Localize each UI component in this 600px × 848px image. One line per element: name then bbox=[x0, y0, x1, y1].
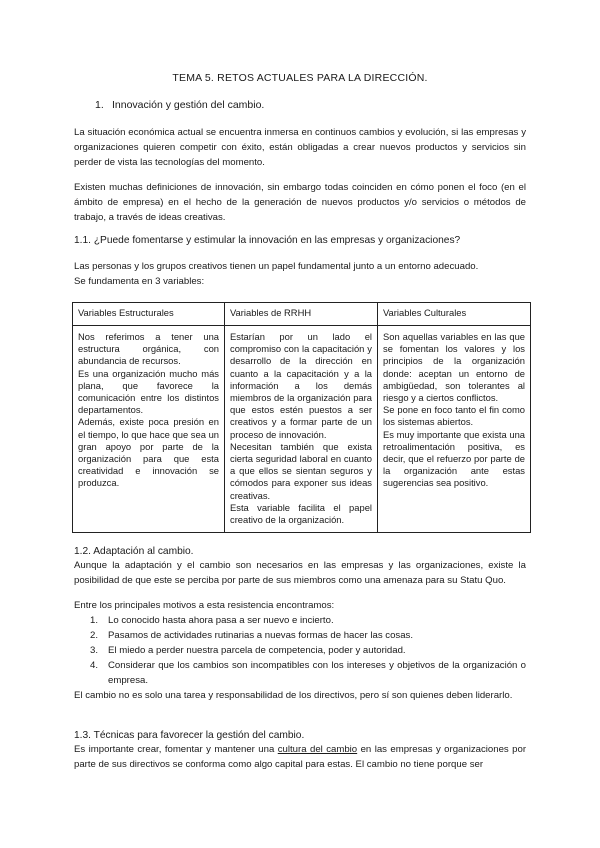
paragraph-creative-groups-line1: Las personas y los grupos creativos tienen un papel fundamental junto a un entorno adecuado. bbox=[74, 261, 479, 272]
paragraph-innovation-definition: Existen muchas definiciones de innovación, sin embargo todas coinciden en cómo ponen el foco (en el ámbito de empresa) en el hecho de la generación de nuevos productos y/o servicios o métodos de trabajo, a través de ideas creativas. bbox=[74, 182, 526, 223]
cell-cultural bbox=[378, 326, 531, 533]
cell-text: Se pone en foco tanto el fin como los sistemas abiertos. bbox=[383, 404, 525, 428]
cell-structural bbox=[73, 326, 225, 533]
paragraph-text: en las empresas y organizaciones por parte de sus directivos se conforma como algo capital para estas. El cambio no tiene porque ser bbox=[74, 744, 527, 770]
page-title: TEMA 5. RETOS ACTUALES PARA LA DIRECCIÓN. bbox=[172, 72, 428, 84]
cell-text: Es una organización mucho más plana, que favorece la comunicación entre los distintos departamentos. bbox=[78, 367, 219, 416]
list-item-text: El miedo a perder nuestra parcela de competencia, poder y autoridad. bbox=[108, 645, 406, 656]
cell-text: Es muy importante que exista una retroalimentación positiva, es decir, que el refuerzo por parte de la organización ante estas sugerencias sea positivo. bbox=[383, 428, 525, 489]
list-item bbox=[74, 643, 526, 658]
list-item-number: 2. bbox=[90, 630, 99, 641]
list-item bbox=[74, 628, 526, 643]
header-structural: Variables Estructurales bbox=[73, 303, 225, 326]
list-item-number: 3. bbox=[90, 645, 99, 656]
list-item-number: 4. bbox=[90, 660, 99, 671]
cell-text: Además, existe poca presión en el tiempo, lo que hace que sea un gran apoyo por parte de la organización para que esta creatividad e innovación se produzca. bbox=[78, 416, 219, 489]
list-item-text: Considerar que los cambios son incompatibles con los intereses y objetivos de la organización o empresa. bbox=[108, 660, 526, 686]
underlined-term: cultura del cambio bbox=[277, 744, 358, 755]
resistance-reasons-list bbox=[74, 613, 526, 688]
cell-text: Esta variable facilita el papel creativo de la organización. bbox=[230, 501, 372, 526]
cell-text: Necesitan también que exista cierta seguridad laboral en cuanto a que ellos se sientan seguros y cómodos para exponer sus ideas creativas. bbox=[230, 440, 372, 501]
cell-hr bbox=[225, 326, 378, 533]
paragraph-resistance-intro: Entre los principales motivos a esta resistencia encontramos: bbox=[74, 600, 335, 611]
header-cultural: Variables Culturales bbox=[378, 303, 531, 326]
section-1-number: 1. bbox=[95, 99, 104, 111]
header-hr: Variables de RRHH bbox=[225, 303, 378, 326]
paragraph-intro: La situación económica actual se encuentra inmersa en continuos cambios y evolución, si las empresas y organizaciones quieren competir con éxito, están obligadas a crear nuevos productos y servicios sin perder de vista las tecnologías del momento. bbox=[74, 127, 526, 168]
list-item bbox=[74, 613, 526, 628]
table-header-row bbox=[73, 303, 531, 326]
paragraph-creative-groups bbox=[74, 259, 526, 289]
cell-text: Estarían por un lado el compromiso con la capacitación y desarrollo de la dirección en cuanto a la capacitación y a la información a los demás miembros de la organización para que estos estén puestos a ser creativos y a formar parte de un proceso de innovación. bbox=[230, 331, 372, 440]
paragraph-creative-groups-line2: Se fundamenta en 3 variables: bbox=[74, 276, 205, 287]
list-item bbox=[74, 658, 526, 688]
cell-text: Son aquellas variables en las que se fomentan los valores y los principios de la organización donde: aceptan un entorno de ambigüedad, son tolerantes al riesgo y a ciertos conflictos. bbox=[383, 331, 525, 404]
paragraph-change-culture bbox=[74, 742, 526, 772]
section-1-heading: Innovación y gestión del cambio. bbox=[112, 99, 265, 111]
variables-table bbox=[72, 302, 531, 533]
subsection-1-1-heading: 1.1. ¿Puede fomentarse y estimular la innovación en las empresas y organizaciones? bbox=[74, 235, 461, 246]
cell-text: Nos referimos a tener una estructura orgánica, con abundancia de recursos. bbox=[78, 331, 219, 367]
subsection-1-3-heading: 1.3. Técnicas para favorecer la gestión del cambio. bbox=[74, 730, 305, 741]
list-item-number: 1. bbox=[90, 615, 99, 626]
table-row bbox=[73, 326, 531, 533]
paragraph-text: Es importante crear, fomentar y mantener una bbox=[74, 744, 278, 755]
subsection-1-2-heading: 1.2. Adaptación al cambio. bbox=[74, 546, 194, 557]
paragraph-leadership: El cambio no es solo una tarea y responsabilidad de los directivos, pero sí son quienes deben liderarlo. bbox=[74, 690, 513, 701]
list-item-text: Pasamos de actividades rutinarias a nuevas formas de hacer las cosas. bbox=[108, 630, 414, 641]
list-item-text: Lo conocido hasta ahora pasa a ser nuevo e incierto. bbox=[108, 615, 334, 626]
paragraph-adaptation: Aunque la adaptación y el cambio son necesarios en las empresas y las organizaciones, existe la posibilidad de que este se perciba por parte de sus miembros como una amenaza para su Statu Quo. bbox=[74, 560, 526, 586]
